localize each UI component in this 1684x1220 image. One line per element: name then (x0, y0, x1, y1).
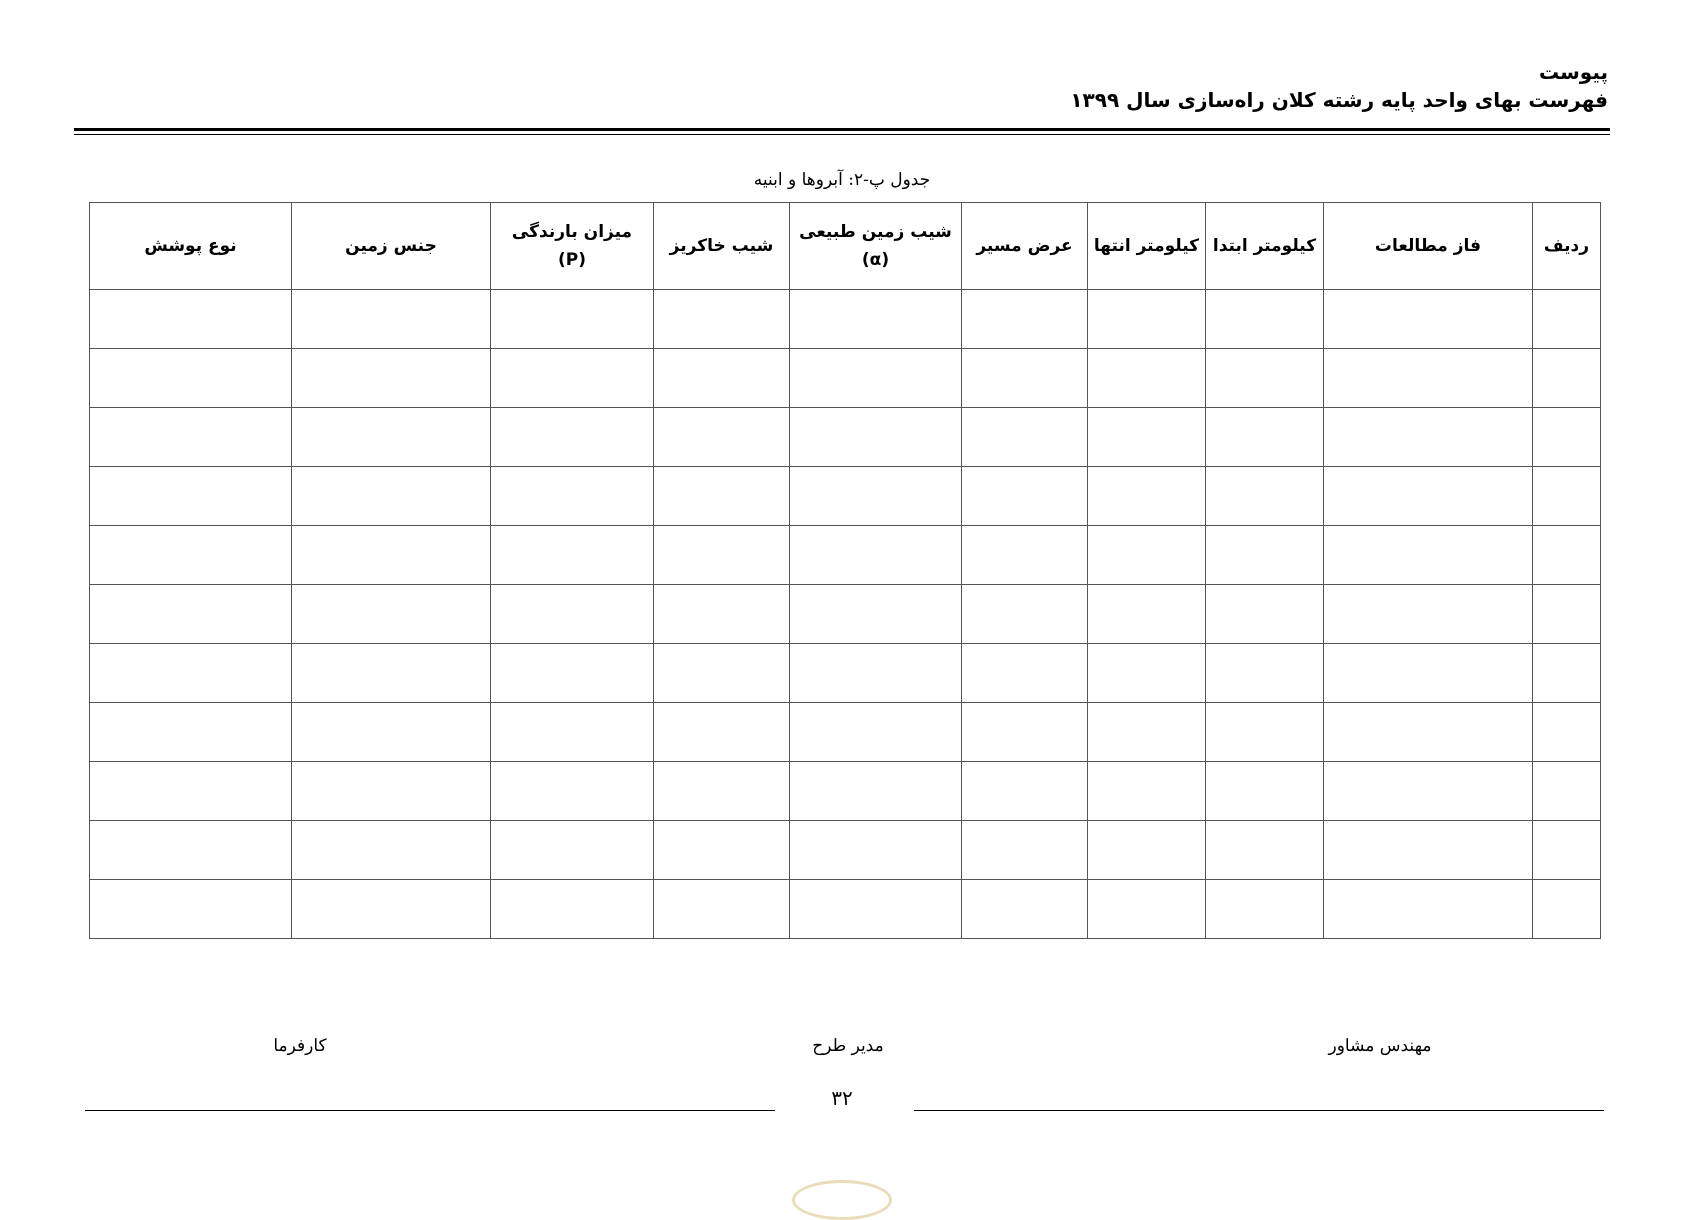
table-cell[interactable] (654, 762, 790, 821)
section-label: پیوست (1538, 60, 1608, 84)
table-cell[interactable] (1088, 585, 1206, 644)
column-header-end-km: کیلومتر انتها (1088, 203, 1206, 290)
table-header-row (90, 203, 1601, 290)
column-header-cover-type: نوع پوشش (90, 203, 292, 290)
data-table (89, 202, 1601, 939)
table-cell[interactable] (491, 290, 654, 349)
table-cell[interactable] (491, 880, 654, 939)
table-cell[interactable] (90, 526, 292, 585)
table-cell[interactable] (1206, 349, 1324, 408)
table-cell[interactable] (654, 644, 790, 703)
table-cell[interactable] (790, 526, 962, 585)
table-cell[interactable] (962, 526, 1088, 585)
table-cell[interactable] (1088, 644, 1206, 703)
table-row (90, 644, 1601, 703)
table-cell[interactable] (1088, 880, 1206, 939)
table-cell[interactable] (962, 290, 1088, 349)
signature-manager: مدیر طرح (812, 1036, 884, 1056)
table-cell[interactable] (654, 703, 790, 762)
table-cell[interactable] (1324, 349, 1533, 408)
page-number: ۳۲ (831, 1086, 853, 1110)
table-cell[interactable] (292, 467, 491, 526)
table-cell[interactable] (1088, 821, 1206, 880)
footer-line-right (914, 1110, 1604, 1111)
table-cell[interactable] (1206, 467, 1324, 526)
table-cell[interactable] (962, 644, 1088, 703)
footer-line-left (85, 1110, 775, 1111)
table-cell[interactable] (654, 290, 790, 349)
table-cell[interactable] (1533, 467, 1601, 526)
column-header-start-km: کیلومتر ابتدا (1206, 203, 1324, 290)
table-cell[interactable] (1088, 762, 1206, 821)
table-cell[interactable] (1206, 585, 1324, 644)
table-cell[interactable] (1533, 290, 1601, 349)
table-cell[interactable] (1206, 762, 1324, 821)
table-cell[interactable] (790, 644, 962, 703)
table-cell[interactable] (654, 585, 790, 644)
table-cell[interactable] (962, 349, 1088, 408)
table-cell[interactable] (654, 349, 790, 408)
table-cell[interactable] (1088, 408, 1206, 467)
table-cell[interactable] (292, 526, 491, 585)
table-cell[interactable] (1088, 703, 1206, 762)
table-cell[interactable] (90, 821, 292, 880)
table-cell[interactable] (292, 880, 491, 939)
table-row (90, 585, 1601, 644)
table-cell[interactable] (90, 290, 292, 349)
table-cell[interactable] (1088, 467, 1206, 526)
signature-consultant: مهندس مشاور (1328, 1036, 1432, 1056)
column-header-soil-type: جنس زمین (292, 203, 491, 290)
table-cell[interactable] (1206, 821, 1324, 880)
table-cell[interactable] (292, 762, 491, 821)
table-cell[interactable] (1206, 526, 1324, 585)
table-cell[interactable] (1324, 526, 1533, 585)
table-cell[interactable] (962, 408, 1088, 467)
table-row (90, 703, 1601, 762)
table-row (90, 880, 1601, 939)
table-cell[interactable] (1533, 762, 1601, 821)
table-cell[interactable] (1324, 585, 1533, 644)
table-cell[interactable] (491, 703, 654, 762)
table-cell[interactable] (90, 762, 292, 821)
table-cell[interactable] (90, 349, 292, 408)
table-cell[interactable] (1324, 703, 1533, 762)
table-cell[interactable] (1533, 644, 1601, 703)
table-cell[interactable] (962, 585, 1088, 644)
table-cell[interactable] (1324, 467, 1533, 526)
signature-employer: کارفرما (273, 1036, 327, 1056)
column-header-natural-slope: شیب زمین طبیعی (α) (790, 203, 962, 290)
header-rule-thick (74, 128, 1610, 131)
table-cell[interactable] (292, 703, 491, 762)
table-cell[interactable] (1206, 290, 1324, 349)
table-cell[interactable] (90, 408, 292, 467)
table-cell[interactable] (1533, 880, 1601, 939)
table-row (90, 349, 1601, 408)
table-cell[interactable] (790, 703, 962, 762)
table-cell[interactable] (790, 467, 962, 526)
table-cell[interactable] (1206, 644, 1324, 703)
table-cell[interactable] (1533, 526, 1601, 585)
table-cell[interactable] (654, 880, 790, 939)
table-cell[interactable] (1324, 880, 1533, 939)
table-row (90, 762, 1601, 821)
table-cell[interactable] (790, 585, 962, 644)
table-caption-wrap (0, 168, 1684, 192)
table-cell[interactable] (491, 349, 654, 408)
table-cell[interactable] (654, 821, 790, 880)
table-cell[interactable] (790, 349, 962, 408)
table-cell[interactable] (1533, 585, 1601, 644)
table-cell[interactable] (292, 408, 491, 467)
table-cell[interactable] (1324, 644, 1533, 703)
table-cell[interactable] (292, 821, 491, 880)
table-row (90, 467, 1601, 526)
page-header (1070, 58, 1608, 114)
table-cell[interactable] (654, 467, 790, 526)
table-cell[interactable] (790, 408, 962, 467)
table-row (90, 821, 1601, 880)
column-header-route-width: عرض مسیر (962, 203, 1088, 290)
table-cell[interactable] (491, 821, 654, 880)
table-cell[interactable] (962, 880, 1088, 939)
table-cell[interactable] (790, 290, 962, 349)
column-header-rainfall: میزان بارندگی (P) (491, 203, 654, 290)
table-cell[interactable] (90, 585, 292, 644)
table-cell[interactable] (1088, 526, 1206, 585)
table-cell[interactable] (962, 762, 1088, 821)
table-caption: جدول پ-۲: آبروها و ابنیه (753, 170, 931, 190)
table-cell[interactable] (962, 821, 1088, 880)
table-cell[interactable] (1206, 408, 1324, 467)
table-cell[interactable] (292, 349, 491, 408)
table-cell[interactable] (292, 585, 491, 644)
table-cell[interactable] (491, 526, 654, 585)
table-cell[interactable] (1206, 703, 1324, 762)
table-cell[interactable] (1533, 821, 1601, 880)
column-header-row-number: ردیف (1533, 203, 1601, 290)
table-cell[interactable] (1088, 349, 1206, 408)
table-row (90, 290, 1601, 349)
table-cell[interactable] (654, 526, 790, 585)
table-cell[interactable] (491, 585, 654, 644)
table-row (90, 526, 1601, 585)
table-cell[interactable] (292, 290, 491, 349)
table-cell[interactable] (1533, 408, 1601, 467)
table-cell[interactable] (1324, 762, 1533, 821)
table-cell[interactable] (1324, 821, 1533, 880)
column-header-study-phase: فاز مطالعات (1324, 203, 1533, 290)
table-row (90, 408, 1601, 467)
table-body (90, 290, 1601, 939)
table-cell[interactable] (1206, 880, 1324, 939)
table-cell[interactable] (1533, 349, 1601, 408)
seal-stamp (792, 1180, 892, 1220)
table-cell[interactable] (790, 880, 962, 939)
table-cell[interactable] (491, 408, 654, 467)
table-cell[interactable] (1533, 703, 1601, 762)
table-cell[interactable] (491, 644, 654, 703)
table-cell[interactable] (491, 467, 654, 526)
table-cell[interactable] (790, 762, 962, 821)
column-header-embankment-slope: شیب خاکریز (654, 203, 790, 290)
table-cell[interactable] (790, 821, 962, 880)
table-cell[interactable] (1088, 290, 1206, 349)
table-cell[interactable] (962, 467, 1088, 526)
table-cell[interactable] (1324, 290, 1533, 349)
document-title: فهرست بهای واحد پایه رشته کلان راه‌سازی سال ۱۳۹۹ (1070, 88, 1608, 112)
table-cell[interactable] (962, 703, 1088, 762)
table-cell[interactable] (90, 644, 292, 703)
table-cell[interactable] (292, 644, 491, 703)
table-cell[interactable] (90, 703, 292, 762)
header-rule-thin (74, 134, 1610, 135)
table-cell[interactable] (491, 762, 654, 821)
table-cell[interactable] (90, 467, 292, 526)
table-cell[interactable] (1324, 408, 1533, 467)
table-cell[interactable] (90, 880, 292, 939)
table-cell[interactable] (654, 408, 790, 467)
